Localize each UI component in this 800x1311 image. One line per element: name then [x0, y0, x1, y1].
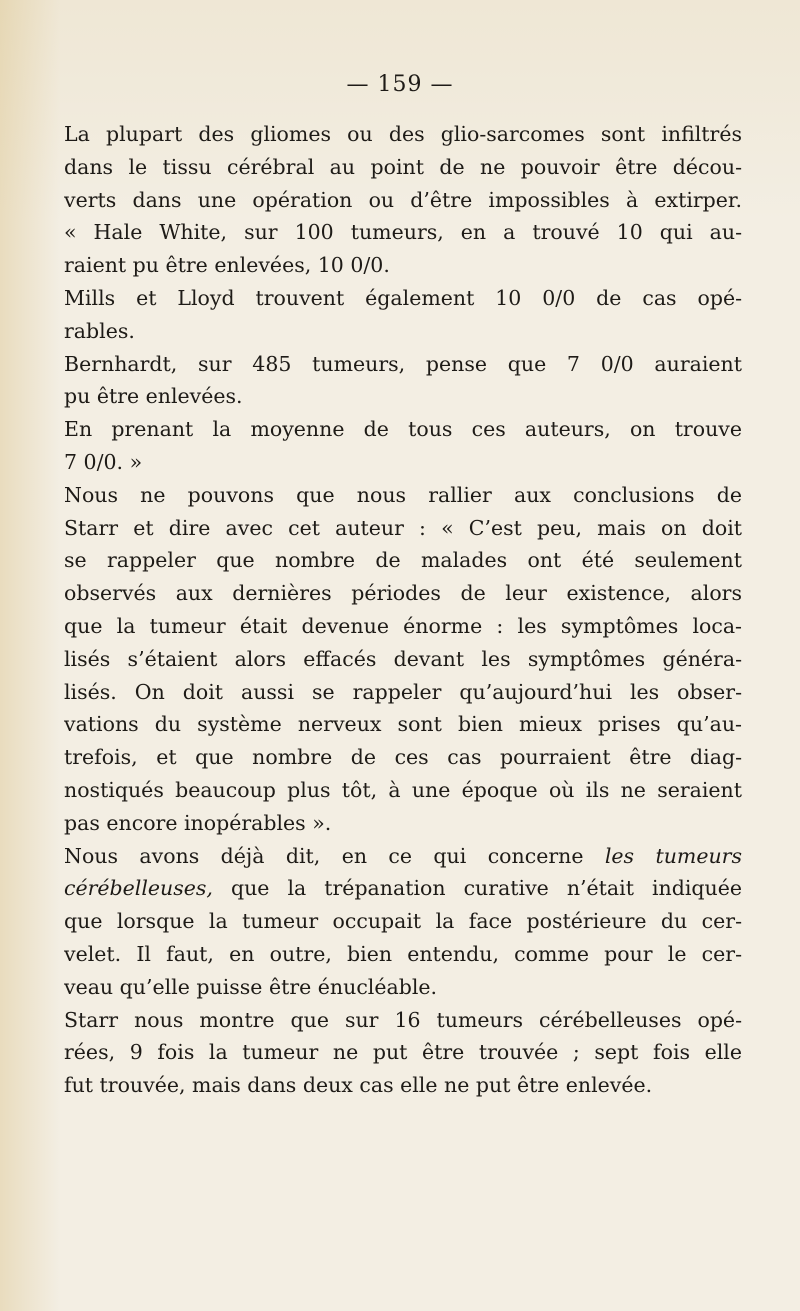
italic-para-emphasis-2: cérébelleuses,	[64, 876, 213, 901]
text-line: fut trouvée, mais dans deux cas elle ne put être enlevée.	[64, 1073, 653, 1098]
text-line: nostiqués beaucoup plus tôt, à une époque où ils ne seraient	[64, 777, 742, 802]
text-line: pu être enlevées.	[64, 384, 243, 409]
text-line: verts dans une opération ou d’être impossibles à extirper.	[64, 187, 742, 212]
text-line: Nous ne pouvons que nous rallier aux conclusions de	[64, 482, 742, 507]
main-lines	[64, 118, 742, 840]
text-line: observés aux dernières périodes de leur existence, alors	[64, 581, 742, 606]
body-text	[64, 118, 742, 1102]
text-line: vations du système nerveux sont bien mieux prises qu’au-	[64, 712, 742, 737]
text-line: que lorsque la tumeur occupait la face postérieure du cer-	[64, 909, 742, 934]
text-line: Mills et Lloyd trouvent également 10 0/0 de cas opé-	[64, 285, 742, 310]
italic-para-emphasis-1: les tumeurs	[604, 843, 742, 868]
text-line: raient pu être enlevées, 10 0/0.	[64, 253, 390, 278]
text-line: rables.	[64, 318, 135, 343]
tail-lines	[64, 905, 742, 1102]
text-line: pas encore inopérables ».	[64, 810, 332, 835]
text-line: veau qu’elle puisse être énucléable.	[64, 974, 438, 999]
text-line: « Hale White, sur 100 tumeurs, en a trouvé 10 qui au-	[64, 220, 742, 245]
text-line: trefois, et que nombre de ces cas pourraient être diag-	[64, 745, 742, 770]
italic-para-post: que la trépanation curative n’était indiquée	[212, 876, 742, 901]
text-line: Starr nous montre que sur 16 tumeurs cérébelleuses opé-	[64, 1007, 742, 1032]
text-line: Bernhardt, sur 485 tumeurs, pense que 7 0/0 auraient	[64, 351, 742, 376]
text-line: velet. Il faut, en outre, bien entendu, comme pour le cer-	[64, 941, 742, 966]
text-line-italic-1	[64, 840, 742, 873]
text-line: La plupart des gliomes ou des glio-sarcomes sont infiltrés	[64, 122, 742, 146]
text-line: lisés. On doit aussi se rappeler qu’aujourd’hui les obser-	[64, 679, 742, 704]
text-line: 7 0/0. »	[64, 449, 143, 474]
text-line: En prenant la moyenne de tous ces auteurs, on trouve	[64, 417, 742, 442]
text-line: Starr et dire avec cet auteur : « C’est peu, mais on doit	[64, 515, 742, 540]
italic-para-pre: Nous avons déjà dit, en ce qui concerne	[64, 843, 605, 868]
text-line: que la tumeur était devenue énorme : les symptômes loca-	[64, 613, 742, 638]
text-line: se rappeler que nombre de malades ont été seulement	[64, 548, 742, 573]
text-line-italic-2	[64, 872, 742, 905]
text-line: lisés s’étaient alors effacés devant les symptômes généra-	[64, 646, 742, 671]
page-number: — 159 —	[346, 72, 454, 97]
text-line: rées, 9 fois la tumeur ne put être trouvée ; sept fois elle	[64, 1040, 742, 1065]
text-line: dans le tissu cérébral au point de ne pouvoir être décou-	[64, 154, 742, 179]
